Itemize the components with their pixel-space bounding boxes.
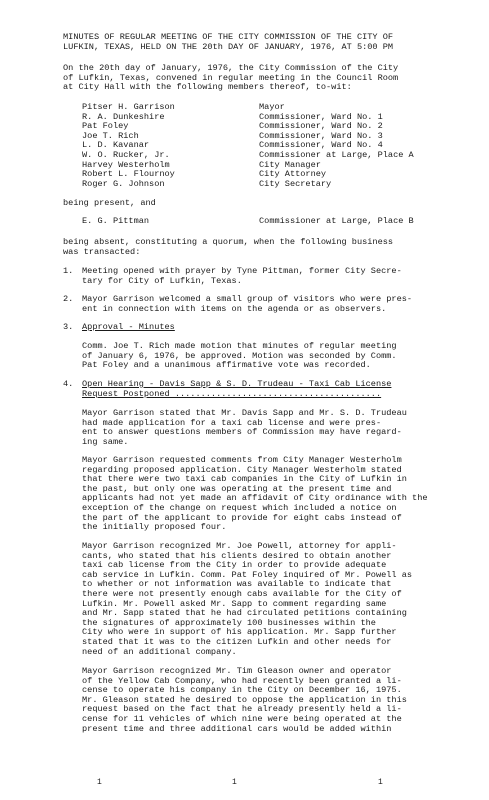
minutes-heading — [63, 33, 439, 52]
paragraph-line: request based on the fact that he already presently held a li- — [82, 705, 402, 715]
item-heading: Approval - Minutes — [82, 323, 175, 332]
member-title: City Attorney — [259, 169, 327, 180]
discussion-paragraph — [82, 542, 439, 657]
paragraph-line: ent to answer questions members of Commission may have regard- — [82, 428, 402, 438]
motion-line: of January 6, 1976, be approved. Motion was seconded by Comm. — [82, 351, 397, 361]
paragraph-line: had made application for a taxi cab license and were pres- — [82, 418, 382, 428]
paragraph-line: Mayor Garrison recognized Mr. Tim Gleason owner and operator — [82, 667, 392, 676]
paragraph-line: to whether or not information was available to indicate that — [82, 580, 392, 590]
member-name: Pat Foley — [82, 121, 129, 132]
paragraph-line: cense to operate his company in the City on December 16, 1975. — [82, 686, 402, 696]
intro-line: of Lufkin, Texas, convened in regular meeting in the Council Room — [63, 73, 399, 83]
paragraph-line: applicants had not yet made an affidavit of City ordinance with the — [82, 494, 428, 504]
quorum-statement — [63, 238, 439, 257]
discussion-paragraph — [82, 667, 439, 734]
footer-mark: 1 — [97, 778, 102, 787]
agenda-item-4 — [63, 380, 439, 399]
paragraph-line: need of an additional company. — [82, 647, 237, 657]
motion-line: Comm. Joe T. Rich made motion that minutes of regular meeting — [82, 342, 397, 351]
member-name: Joe T. Rich — [82, 130, 139, 141]
footer-mark: 1 — [232, 778, 237, 787]
agenda-item-2 — [63, 295, 439, 314]
paragraph-line: the part of the applicant to provide for eight cabs instead of — [82, 513, 402, 523]
agenda-item-3 — [63, 323, 439, 333]
intro-line: at City Hall with the following members thereof, to-wit: — [63, 83, 352, 93]
member-name: Robert L. Flournoy — [82, 169, 175, 180]
member-name: Roger G. Johnson — [82, 178, 165, 189]
members-absent-list — [82, 217, 422, 227]
paragraph-line: cants, who stated that his clients desired to obtain another — [82, 551, 392, 561]
quorum-line: was transacted: — [63, 247, 141, 257]
quorum-line: being absent, constituting a quorum, when the following business — [63, 238, 394, 247]
footer-mark: 1 — [378, 778, 383, 787]
intro-line: On the 20th day of January, 1976, the City Commission of the City — [63, 64, 399, 73]
paragraph-line: Lufkin. Mr. Powell asked Mr. Sapp to comment regarding same — [82, 599, 387, 609]
item-heading: Request Postponed ........................................ — [82, 389, 382, 399]
motion-line: Pat Foley and a unanimous affirmative vote was recorded. — [82, 361, 371, 371]
member-title: Commissioner, Ward No. 2 — [259, 121, 383, 132]
paragraph-line: Mr. Gleason stated he desired to oppose the application in this — [82, 695, 407, 705]
member-name: L. D. Kavanar — [82, 140, 150, 151]
member-title: Commissioner, Ward No. 3 — [259, 130, 383, 141]
paragraph-line: Mayor Garrison recognized Mr. Joe Powell, attorney for appli- — [82, 542, 397, 551]
paragraph-line: stated that it was to the citizen Lufkin and other needs for — [82, 637, 392, 647]
present-note — [63, 199, 439, 209]
paragraph-line: ing same. — [82, 437, 129, 447]
member-title: Commissioner at Large, Place A — [259, 149, 414, 160]
paragraph-line: cense for 11 vehicles of which nine were being operated at the — [82, 714, 402, 724]
roster-row — [82, 217, 422, 227]
agenda-item-1 — [63, 267, 439, 286]
paragraph-line: Mayor Garrison stated that Mr. Davis Sapp and Mr. S. D. Trudeau — [82, 409, 407, 418]
item-line: ent in connection with items on the agenda or as observers. — [82, 304, 387, 314]
item-heading: Open Hearing - Davis Sapp & S. D. Trudeau - Taxi Cab License — [82, 380, 392, 389]
item-number: 2. — [63, 294, 74, 304]
paragraph-line: the past, but only one was operating at the present time and — [82, 484, 392, 494]
members-present-list — [82, 103, 422, 189]
paragraph-line: cab service in Lufkin. Comm. Pat Foley inquired of Mr. Powell as — [82, 570, 413, 580]
paragraph-line: of the Yellow Cab Company, who had recently been granted a li- — [82, 676, 402, 686]
discussion-paragraph — [82, 409, 439, 447]
item-3-motion — [82, 342, 439, 371]
present-note-text: being present, and — [63, 199, 156, 208]
member-title: Commissioner at Large, Place B — [259, 216, 414, 226]
item-line: Meeting opened with prayer by Tyne Pittman, former City Secre- — [82, 267, 402, 276]
intro-paragraph — [63, 64, 439, 93]
paragraph-line: and Mr. Sapp stated that he had circulated petitions containing — [82, 609, 407, 619]
paragraph-line: that there were two taxi cab companies in the City of Lufkin in — [82, 475, 407, 485]
heading-line: MINUTES OF REGULAR MEETING OF THE CITY COMMISSION OF THE CITY OF — [63, 33, 394, 42]
paragraph-line: there were not presently enough cabs available for the City of — [82, 589, 402, 599]
paragraph-line: City who were in support of his application. Mr. Sapp further — [82, 628, 397, 638]
member-name: W. O. Rucker, Jr. — [82, 149, 170, 160]
paragraph-line: the initially proposed four. — [82, 523, 227, 533]
paragraph-line: taxi cab license from the City in order to provide adequate — [82, 561, 387, 571]
item-line: tary for City of Lufkin, Texas. — [82, 276, 242, 286]
paragraph-line: regarding proposed application. City Manager Westerholm stated — [82, 465, 402, 475]
paragraph-line: exception of the change on request which included a notice on — [82, 503, 397, 513]
member-name: Harvey Westerholm — [82, 159, 170, 170]
paragraph-line: present time and three additional cars would be added within — [82, 724, 392, 734]
member-title: City Secretary — [259, 178, 332, 189]
paragraph-line: the signatures of approximately 100 businesses within the — [82, 618, 376, 628]
member-title: Mayor — [259, 102, 285, 112]
item-number: 3. — [63, 322, 74, 332]
member-name: R. A. Dunkeshire — [82, 111, 165, 122]
item-number: 1. — [63, 266, 74, 276]
member-title: City Manager — [259, 159, 321, 170]
discussion-paragraph — [82, 456, 439, 533]
paragraph-line: Mayor Garrison requested comments from City Manager Westerholm — [82, 456, 402, 465]
member-title: Commissioner, Ward No. 1 — [259, 111, 383, 122]
item-number: 4. — [63, 379, 74, 389]
item-line: Mayor Garrison welcomed a small group of visitors who were pres- — [82, 295, 413, 304]
heading-line: LUFKIN, TEXAS, HELD ON THE 20th DAY OF JANUARY, 1976, AT 5:00 PM — [63, 42, 394, 52]
member-name: E. G. Pittman — [82, 216, 150, 226]
member-name: Pitser H. Garrison — [82, 102, 175, 112]
roster-row — [82, 180, 422, 190]
member-title: Commissioner, Ward No. 4 — [259, 140, 383, 151]
